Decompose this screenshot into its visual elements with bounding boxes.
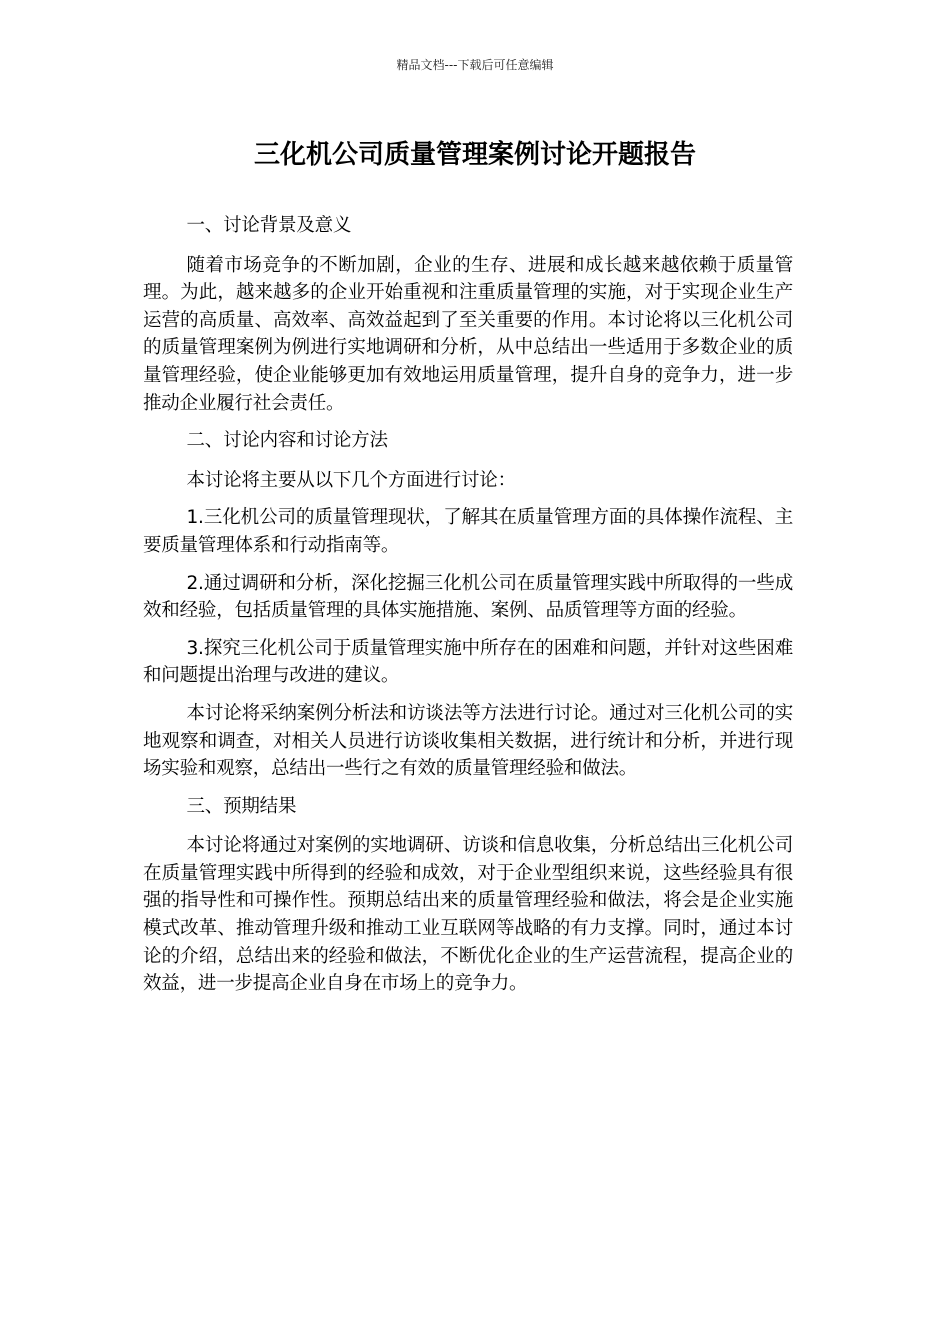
paragraph-item-3: 3.探究三化机公司于质量管理实施中所存在的困难和问题，并针对这些困难和问题提出治理与改进的建议。 (143, 637, 793, 687)
section-heading-background: 一、讨论背景及意义 (186, 215, 352, 236)
section-heading-expected-results: 三、预期结果 (186, 795, 297, 817)
section-heading-content-method: 二、讨论内容和讨论方法 (186, 430, 388, 452)
paragraph-item-2: 2.通过调研和分析，深化挖掘三化机公司在质量管理实践中所取得的一些成效和经验，包括质量管理的具体实施措施、案例、品质管理等方面的经验。 (143, 572, 793, 622)
paragraph-expected-results: 本讨论将通过对案例的实地调研、访谈和信息收集，分析总结出三化机公司在质量管理实践中所得到的经验和成效，对于企业型组织来说，这些经验具有很强的指导性和可操作性。预期总结出来的质量管理经验和做法，将会是企业实施模式改革、推动管理升级和推动工业互联网等战略的有力支撑。同时，通过本讨论的介绍，总结出来的经验和做法，不断优化企业的生产运营流程，提高企业的效益，进一步提高企业自身在市场上的竞争力。 (143, 835, 793, 995)
paragraph-intro: 本讨论将主要从以下几个方面进行讨论： (186, 469, 516, 491)
document-title: 三化机公司质量管理案例讨论开题报告 (253, 140, 696, 170)
paragraph-item-1: 1.三化机公司的质量管理现状，了解其在质量管理方面的具体操作流程、主要质量管理体系和行动指南等。 (143, 507, 793, 556)
paragraph-background: 随着市场竞争的不断加剧，企业的生存、进展和成长越来越依赖于质量管理。为此，越来越多的企业开始重视和注重质量管理的实施，对于实现企业生产运营的高质量、高效率、高效益起到了至关重要的作用。本讨论将以三化机公司的质量管理案例为例进行实地调研和分析，从中总结出一些适用于多数企业的质量管理经验，使企业能够更加有效地运用质量管理，提升自身的竞争力，进一步推动企业履行社会责任。 (143, 254, 793, 414)
document-body (143, 212, 793, 1008)
paragraph-method: 本讨论将采纳案例分析法和访谈法等方法进行讨论。通过对三化机公司的实地观察和调查，对相关人员进行访谈收集相关数据，进行统计和分析，并进行现场实验和观察，总结出一些行之有效的质量管理经验和做法。 (143, 702, 793, 780)
header-note: 精品文档---下载后可任意编辑 (396, 58, 554, 72)
